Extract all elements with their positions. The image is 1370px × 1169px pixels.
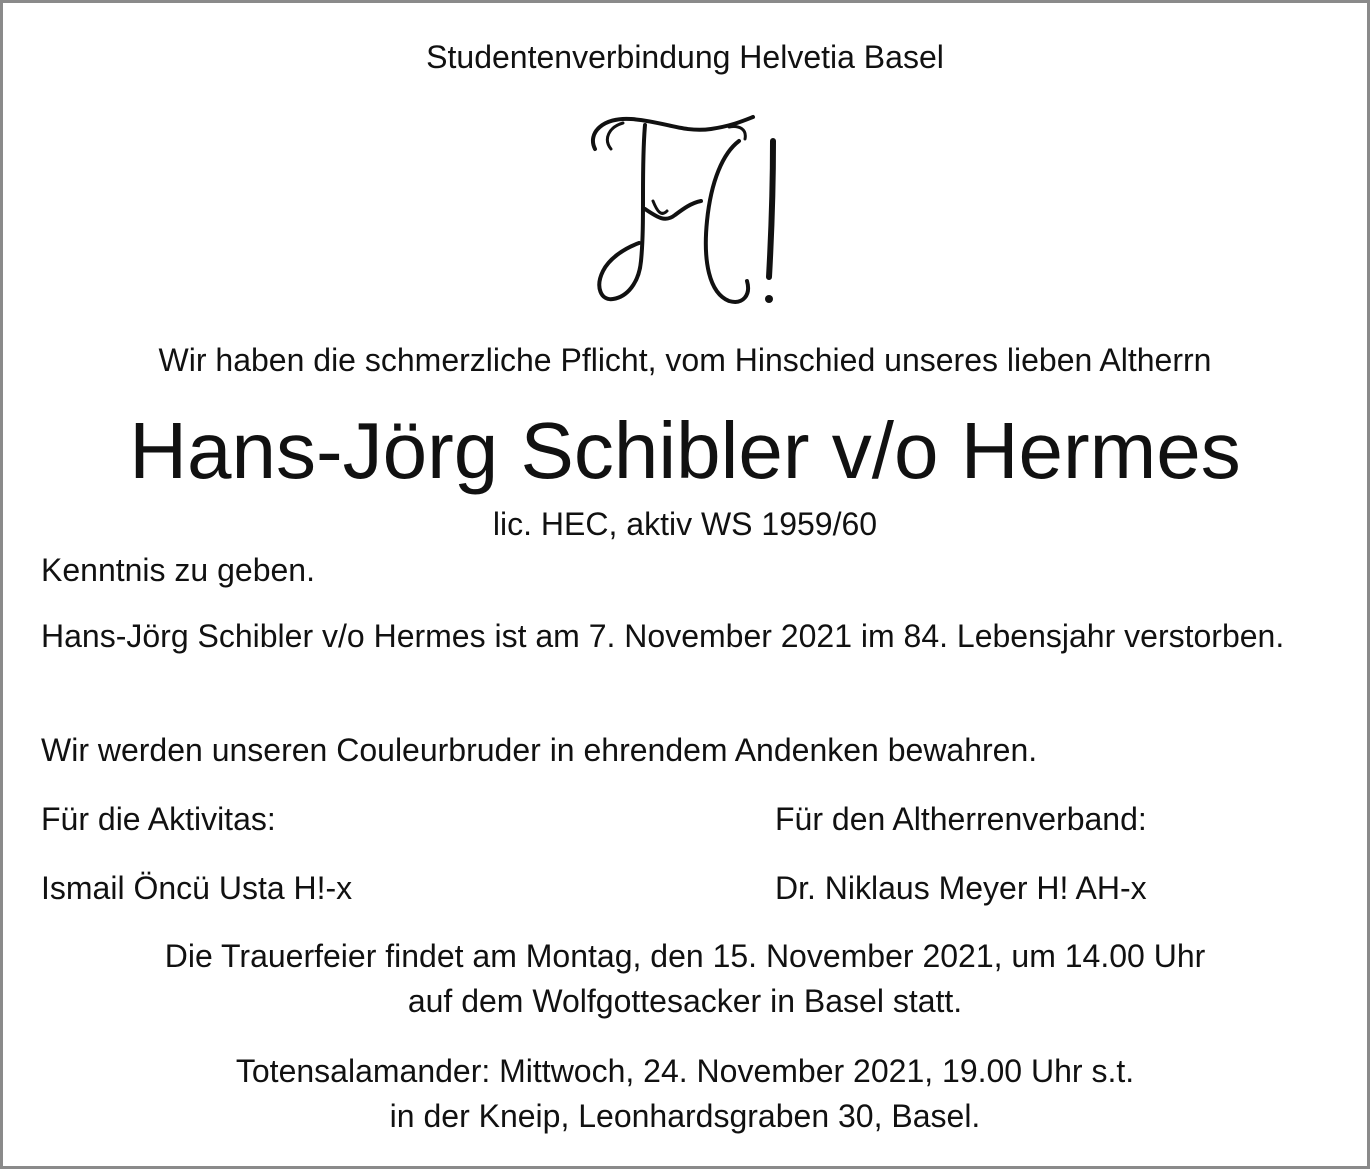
funeral-line-2: auf dem Wolfgottesacker in Basel statt. (407, 983, 963, 1019)
deceased-details: lic. HEC, aktiv WS 1959/60 (492, 506, 878, 542)
organization-name: Studentenverbindung Helvetia Basel (426, 39, 944, 75)
signature-left-label: Für die Aktivitas: (41, 801, 276, 837)
intro-text: Wir haben die schmerzliche Pflicht, vom Hinschied unseres lieben Altherrn (158, 342, 1212, 378)
memorial-line-1: Totensalamander: Mittwoch, 24. November 2021, 19.00 Uhr s.t. (235, 1053, 1135, 1089)
signature-right-label: Für den Altherrenverband: (775, 801, 1147, 837)
funeral-line-1: Die Trauerfeier findet am Montag, den 15. November 2021, um 14.00 Uhr (164, 938, 1206, 974)
death-notice-text: Hans-Jörg Schibler v/o Hermes ist am 7. November 2021 im 84. Lebensjahr verstorben. (41, 618, 1285, 654)
remembrance-text: Wir werden unseren Couleurbruder in ehrendem Andenken bewahren. (41, 732, 1038, 768)
signature-right-name: Dr. Niklaus Meyer H! AH-x (775, 870, 1147, 906)
continuation-text: Kenntnis zu geben. (41, 552, 315, 588)
helvetia-monogram-logo (583, 111, 793, 311)
signature-left-name: Ismail Öncü Usta H!-x (41, 870, 353, 906)
deceased-name: Hans-Jörg Schibler v/o Hermes (129, 406, 1241, 495)
memorial-line-2: in der Kneip, Leonhardsgraben 30, Basel. (389, 1098, 981, 1134)
